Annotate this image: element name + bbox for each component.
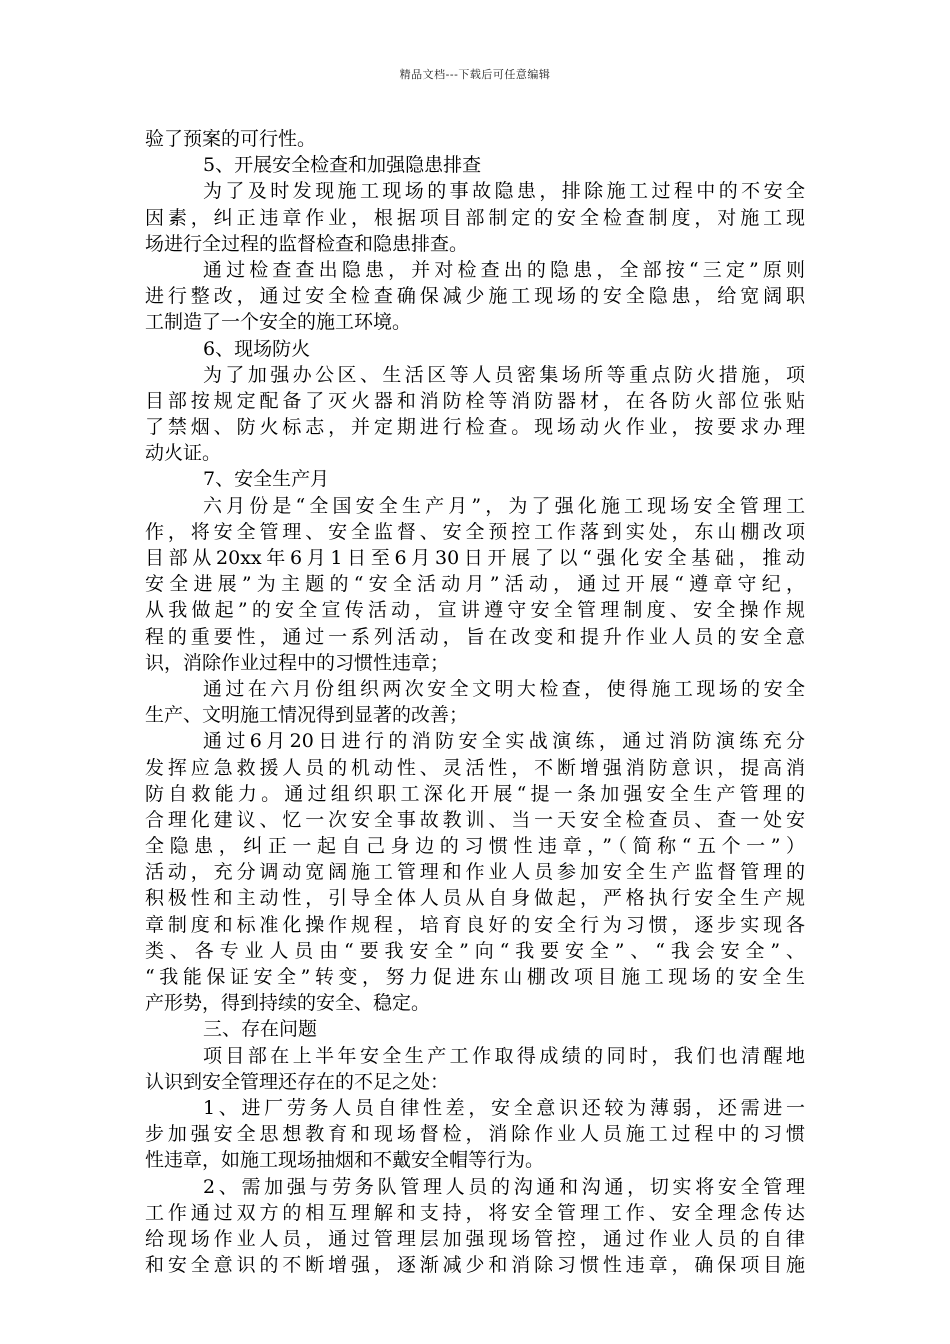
text-line: 目部从20xx年6月1日至6月30日开展了以“强化安全基础，推动 xyxy=(145,547,805,569)
text-line: 了禁烟、防火标志，并定期进行检查。现场动火作业，按要求办理 xyxy=(145,416,805,439)
text-line: 验了预案的可行性。 xyxy=(145,128,317,150)
text-line: 5、开展安全检查和加强隐患排查 xyxy=(203,154,482,177)
text-line: 给现场作业人员，通过管理层加强现场管控，通过作业人员的自律 xyxy=(145,1227,805,1250)
text-line: 动火证。 xyxy=(145,442,222,465)
text-line: 进行整改，通过安全检查确保减少施工现场的安全隐患，给宽阔职 xyxy=(145,285,805,308)
text-line: 类、各专业人员由“要我安全”向“我要安全”、“我会安全”、 xyxy=(145,939,805,962)
text-line: 从我做起”的安全宣传活动，宣讲遵守安全管理制度、安全操作规 xyxy=(145,599,805,622)
text-line: 通过检查查出隐患，并对检查出的隐患，全部按“三定”原则 xyxy=(203,258,805,281)
text-line: 1、进厂劳务人员自律性差，安全意识还较为薄弱，还需进一 xyxy=(203,1096,805,1119)
text-line: 安全进展”为主题的“安全活动月”活动，通过开展“遵章守纪， xyxy=(145,573,805,596)
document-body xyxy=(145,126,805,1278)
text-line: 作，将安全管理、安全监督、安全预控工作落到实处，东山棚改项 xyxy=(145,520,805,543)
page-header: 精品文档---下载后可任意编辑 xyxy=(399,68,551,81)
text-line: 积极性和主动性，引导全体人员从自身做起，严格执行安全生产规 xyxy=(145,887,805,910)
text-line: 因素，纠正违章作业，根据项目部制定的安全检查制度，对施工现 xyxy=(145,206,805,229)
text-line: 为了加强办公区、生活区等人员密集场所等重点防火措施，项 xyxy=(203,363,805,386)
text-line: 场进行全过程的监督检查和隐患排查。 xyxy=(145,232,469,255)
text-line: 识，消除作业过程中的习惯性违章； xyxy=(145,651,450,674)
text-line: 全隐患，纠正一起自己身边的习惯性违章，”（简称“五个一”） xyxy=(145,835,805,858)
text-line: 合理化建议、忆一次安全事故教训、当一天安全检查员、查一处安 xyxy=(145,808,805,831)
text-line: 通过6月20日进行的消防安全实战演练，通过消防演练充分 xyxy=(203,730,805,753)
text-line: 六月份是“全国安全生产月”，为了强化施工现场安全管理工 xyxy=(203,494,805,517)
text-line: 生产、文明施工情况得到显著的改善； xyxy=(145,704,469,727)
text-line: 章制度和标准化操作规程，培育良好的安全行为习惯，逐步实现各 xyxy=(145,913,805,936)
text-line: 认识到安全管理还存在的不足之处： xyxy=(145,1070,450,1093)
text-line: 产形势，得到持续的安全、稳定。 xyxy=(145,992,431,1015)
text-line: 6、现场防火 xyxy=(203,337,311,360)
text-line: 三、存在问题 xyxy=(203,1018,318,1041)
text-line: 和安全意识的不断增强，逐渐减少和消除习惯性违章，确保项目施 xyxy=(145,1254,805,1277)
text-line: 活动，充分调动宽阔施工管理和作业人员参加安全生产监督管理的 xyxy=(145,861,805,884)
text-line: 性违章，如施工现场抽烟和不戴安全帽等行为。 xyxy=(145,1149,545,1172)
text-line: 2、需加强与劳务队管理人员的沟通和沟通，切实将安全管理 xyxy=(203,1175,805,1198)
text-line: 项目部在上半年安全生产工作取得成绩的同时，我们也清醒地 xyxy=(203,1044,805,1067)
text-line: 工作通过双方的相互理解和支持，将安全管理工作、安全理念传达 xyxy=(145,1201,805,1224)
text-line: 7、安全生产月 xyxy=(203,468,330,491)
text-line: 步加强安全思想教育和现场督检，消除作业人员施工过程中的习惯 xyxy=(145,1123,805,1146)
text-line: 为了及时发现施工现场的事故隐患，排除施工过程中的不安全 xyxy=(203,180,805,203)
text-line: 程的重要性，通过一系列活动，旨在改变和提升作业人员的安全意 xyxy=(145,625,805,648)
text-line: 目部按规定配备了灭火器和消防栓等消防器材，在各防火部位张贴 xyxy=(145,389,805,412)
text-line: 防自救能力。通过组织职工深化开展“提一条加强安全生产管理的 xyxy=(145,782,805,805)
text-line: “我能保证安全”转变，努力促进东山棚改项目施工现场的安全生 xyxy=(145,966,805,988)
text-line: 通过在六月份组织两次安全文明大检查，使得施工现场的安全 xyxy=(203,677,805,700)
text-line: 工制造了一个安全的施工环境。 xyxy=(145,311,412,334)
text-line: 发挥应急救援人员的机动性、灵活性，不断增强消防意识，提高消 xyxy=(145,756,805,779)
